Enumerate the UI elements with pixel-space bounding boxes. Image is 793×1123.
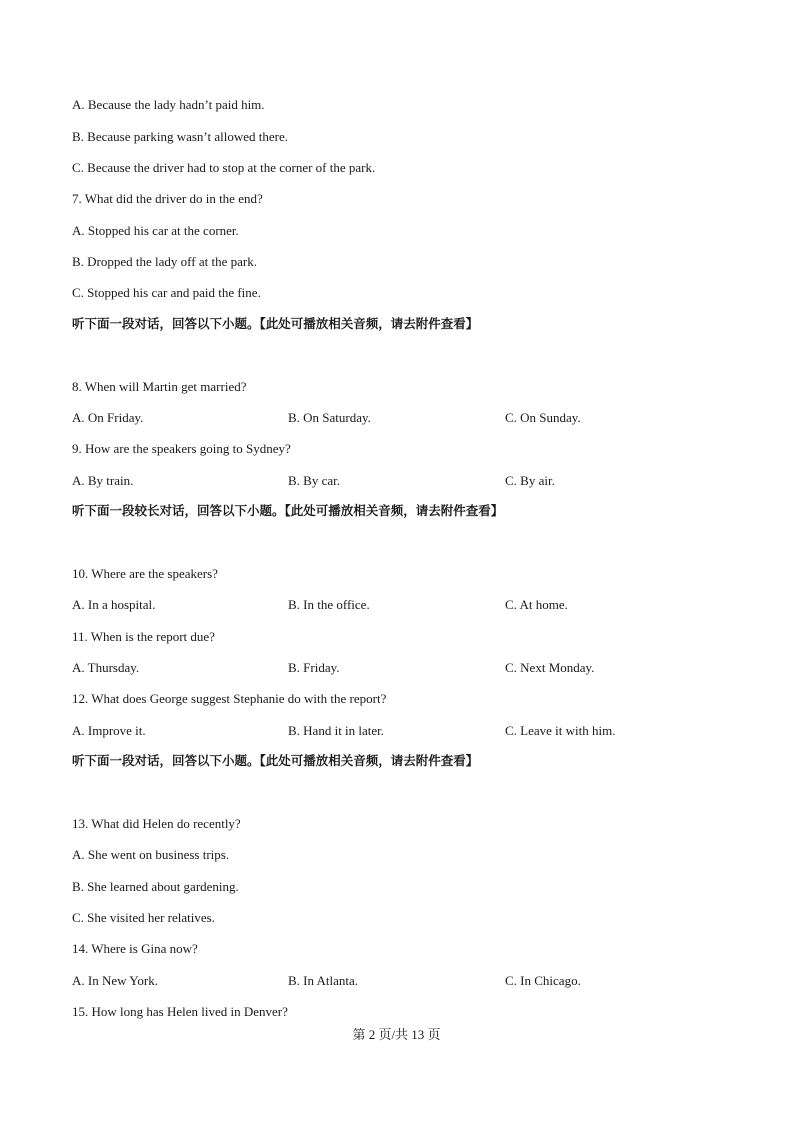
q9-option-a: A. By train.: [72, 473, 134, 488]
q11-option-a: A. Thursday.: [72, 660, 140, 675]
q6-option-b: B. Because parking wasn’t allowed there.: [72, 129, 288, 144]
q12-option-c: C. Leave it with him.: [505, 723, 616, 738]
q6-option-c: C. Because the driver had to stop at the corner of the park.: [72, 160, 376, 175]
q8-question: 8. When will Martin get married?: [72, 379, 247, 394]
q13-option-c: C. She visited her relatives.: [72, 910, 215, 925]
q8-option-c: C. On Sunday.: [505, 410, 581, 425]
q10-option-c: C. At home.: [505, 597, 568, 612]
q7-option-b: B. Dropped the lady off at the park.: [72, 254, 257, 269]
q14-question: 14. Where is Gina now?: [72, 941, 198, 956]
q8-option-a: A. On Friday.: [72, 410, 144, 425]
listening-instruction-2: 听下面一段较长对话，回答以下小题。【此处可播放相关音频，请去附件查看】: [72, 503, 504, 518]
q6-option-a: A. Because the lady hadn’t paid him.: [72, 97, 265, 112]
q15-question: 15. How long has Helen lived in Denver?: [72, 1004, 288, 1019]
q10-question: 10. Where are the speakers?: [72, 566, 218, 581]
q7-option-c: C. Stopped his car and paid the fine.: [72, 285, 261, 300]
q8-option-b: B. On Saturday.: [288, 410, 371, 425]
q13-question: 13. What did Helen do recently?: [72, 816, 241, 831]
q7-option-a: A. Stopped his car at the corner.: [72, 223, 239, 238]
q9-option-b: B. By car.: [288, 473, 340, 488]
q14-option-c: C. In Chicago.: [505, 973, 581, 988]
listening-instruction-1: 听下面一段对话，回答以下小题。【此处可播放相关音频，请去附件查看】: [72, 316, 479, 331]
q11-question: 11. When is the report due?: [72, 629, 215, 644]
q13-option-a: A. She went on business trips.: [72, 847, 230, 862]
q10-option-a: A. In a hospital.: [72, 597, 156, 612]
q12-option-b: B. Hand it in later.: [288, 723, 385, 738]
page-footer: 第 2 页/共 13 页: [352, 1027, 441, 1042]
q7-question: 7. What did the driver do in the end?: [72, 191, 263, 206]
q11-option-c: C. Next Monday.: [505, 660, 595, 675]
q12-option-a: A. Improve it.: [72, 723, 146, 738]
q13-option-b: B. She learned about gardening.: [72, 879, 239, 894]
q14-option-b: B. In Atlanta.: [288, 973, 359, 988]
q11-option-b: B. Friday.: [288, 660, 340, 675]
q12-question: 12. What does George suggest Stephanie do with the report?: [72, 691, 387, 706]
q10-option-b: B. In the office.: [288, 597, 370, 612]
q14-option-a: A. In New York.: [72, 973, 158, 988]
listening-instruction-3: 听下面一段对话，回答以下小题。【此处可播放相关音频，请去附件查看】: [72, 753, 479, 768]
q9-question: 9. How are the speakers going to Sydney?: [72, 441, 291, 456]
q9-option-c: C. By air.: [505, 473, 555, 488]
